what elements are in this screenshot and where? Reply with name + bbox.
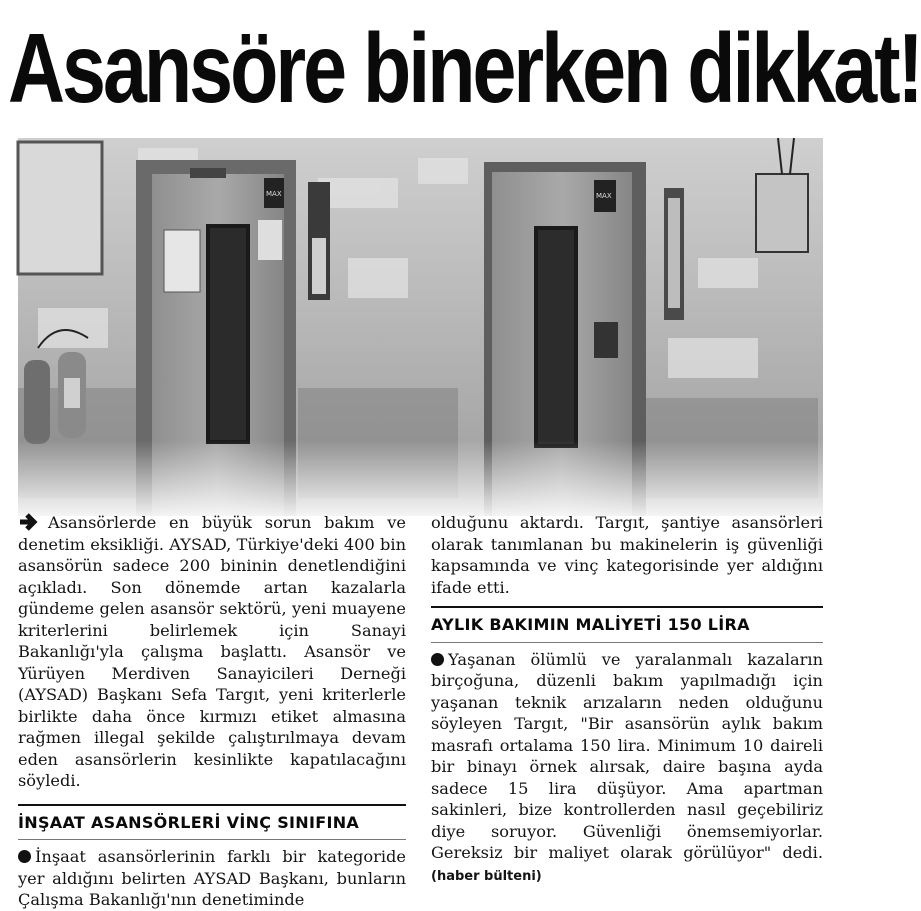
arrow-icon [18, 513, 44, 531]
paragraph-construction [18, 846, 406, 911]
lead-paragraph [18, 512, 406, 792]
paragraph-maintenance [431, 649, 823, 888]
right-column [431, 512, 823, 887]
bullet-icon [18, 850, 31, 863]
bullet-icon [431, 653, 444, 666]
continuation-paragraph: olduğunu aktardı. Targıt, şantiye asansörleri olarak tanımlanan bu makinelerin iş güvenliği kapsamında ve vinç kategorisinde yer aldığını ifade etti. [431, 513, 823, 597]
paragraph-construction-text: İnşaat asansörlerinin farklı bir kategoride yer aldığını belirten AYSAD Başkanı, bunların Çalışma Bakanlığı'nın denetiminde [18, 847, 406, 909]
subheading-construction-elevators: İNŞAAT ASANSÖRLERİ VİNÇ SINIFINA [18, 804, 406, 841]
elevator-photo [18, 138, 823, 516]
lead-text: Asansörlerde en büyük sorun bakım ve denetim eksikliği. AYSAD, Türkiye'deki 400 bin asansörün sadece 200 bininin denetlendiğini açıkladı. Son dönemde artan kazalarla gündeme gelen asansör sektörü, yeni muayene kriterlerini belirlemek için Sanayi Bakanlığı'yla çalışma başlattı. Asansör ve Yürüyen Merdiven Sanayicileri Derneği (AYSAD) Başkanı Sefa Targıt, yeni kriterlerle birlikte daha önce kırmızı etiket almasına rağmen illegal şekilde çalıştırılmaya devam eden asansörlerin kesinlikte kapatılacağını söyledi. [18, 513, 406, 790]
news-credit: (haber bülteni) [431, 868, 542, 884]
paragraph-maintenance-text: Yaşanan ölümlü ve yaralanmalı kazaların birçoğuna, düzenli bakım yapılmadığı için yaşanan teknik arızaların neden olduğunu söyleyen Targıt, "Bir asansörün aylık bakım masrafı ortalama 150 lira. Minimum 10 daireli bir binayı örnek alırsak, daire başına ayda sadece 15 lira düşüyor. Ama apartman sakinleri, bize kontrollerden nasıl geçebiliriz diye soruyor. Güvenliği önemsemiyorlar. Gereksiz bir maliyet olarak görülüyor" dedi. [431, 649, 823, 862]
headline: Asansöre binerken dikkat! [8, 11, 921, 123]
subheading-maintenance-cost: AYLIK BAKIMIN MALİYETİ 150 LİRA [431, 606, 823, 643]
left-column [18, 512, 406, 911]
elevator-photo-illustration [18, 138, 823, 516]
